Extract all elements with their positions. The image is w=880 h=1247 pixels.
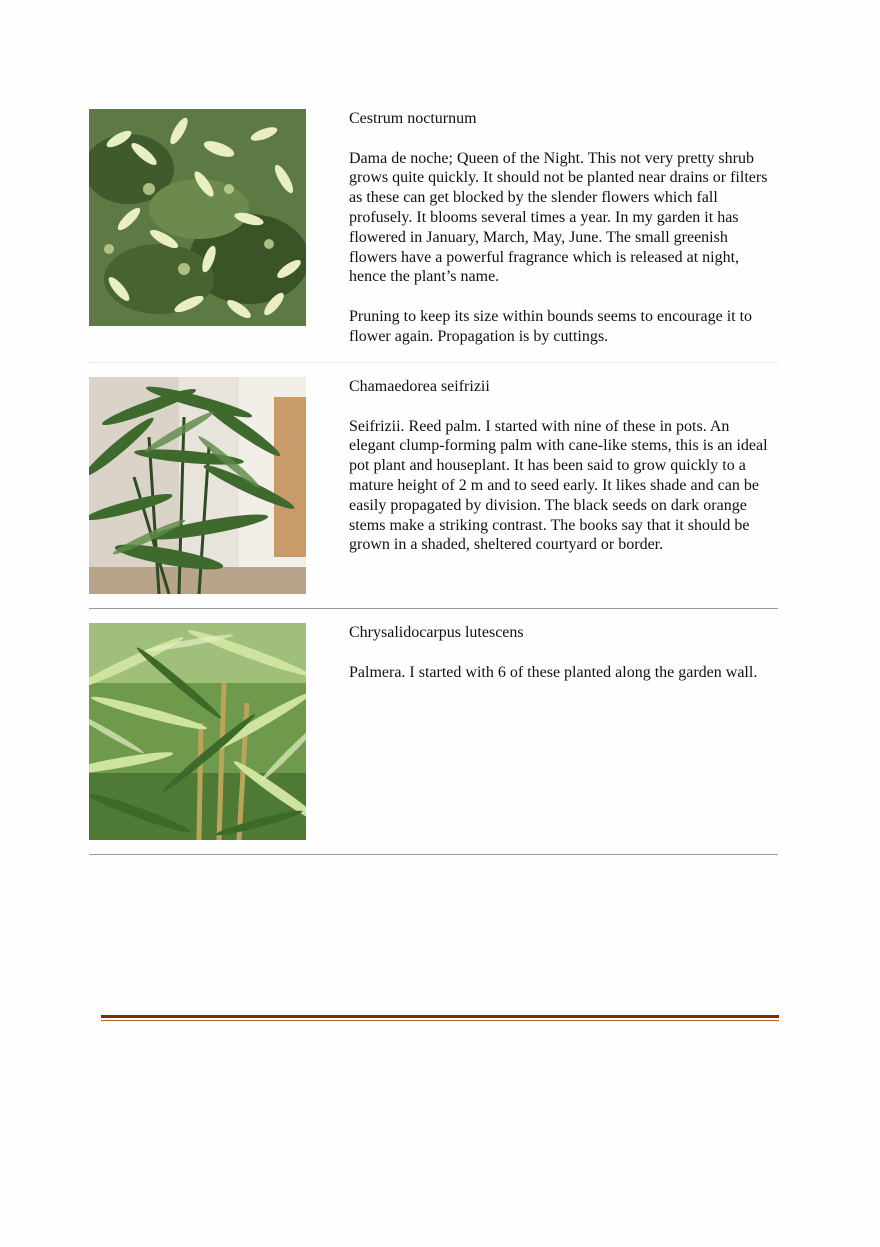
chamaedorea-description [349, 377, 779, 575]
chrysalidocarpus-description [349, 623, 779, 702]
cestrum-nocturnum-photo [89, 109, 306, 326]
plant-entry-cestrum [89, 109, 778, 349]
plant-paragraph: Palmera. I started with 6 of these planted along the garden wall. [349, 663, 758, 681]
plant-paragraph: Seifrizii. Reed palm. I started with nine of these in pots. An elegant clump-forming palm with cane-like stems, this is an ideal pot plant and houseplant. It has been said to grow quickly to a mature height of 2 m and to seed early. It likes shade and can be easily propagated by division. The black seeds on dark orange stems make a striking contrast. The books say that it should be grown in a shaded, sheltered courtyard or border. [349, 417, 768, 554]
row-divider [89, 608, 778, 609]
cestrum-description [349, 109, 779, 366]
plant-name-chamaedorea: Chamaedorea seifrizii [349, 378, 490, 395]
footer-double-rule [101, 1015, 779, 1022]
plant-paragraph: Dama de noche; Queen of the Night. This not very pretty shrub grows quite quickly. It should not be planted near drains or filters as these can get blocked by the slender flowers which fall profusely. It blooms several times a year. In my garden it has flowered in January, March, May, June. The small greenish flowers have a powerful fragrance which is released at night, hence the plant’s name. [349, 149, 768, 286]
row-divider [89, 362, 778, 363]
chamaedorea-seifrizii-photo [89, 377, 306, 594]
plant-entry-chamaedorea [89, 377, 778, 597]
chrysalidocarpus-lutescens-photo [89, 623, 306, 840]
plant-paragraph: Pruning to keep its size within bounds seems to encourage it to flower again. Propagation is by cuttings. [349, 307, 753, 345]
footer-rule-thin [101, 1020, 779, 1021]
plant-entry-chrysalidocarpus [89, 623, 778, 843]
plant-name-cestrum: Cestrum nocturnum [349, 110, 477, 127]
footer-rule-thick [101, 1015, 779, 1018]
row-divider [89, 854, 778, 855]
plant-name-chrysalidocarpus: Chrysalidocarpus lutescens [349, 624, 524, 641]
